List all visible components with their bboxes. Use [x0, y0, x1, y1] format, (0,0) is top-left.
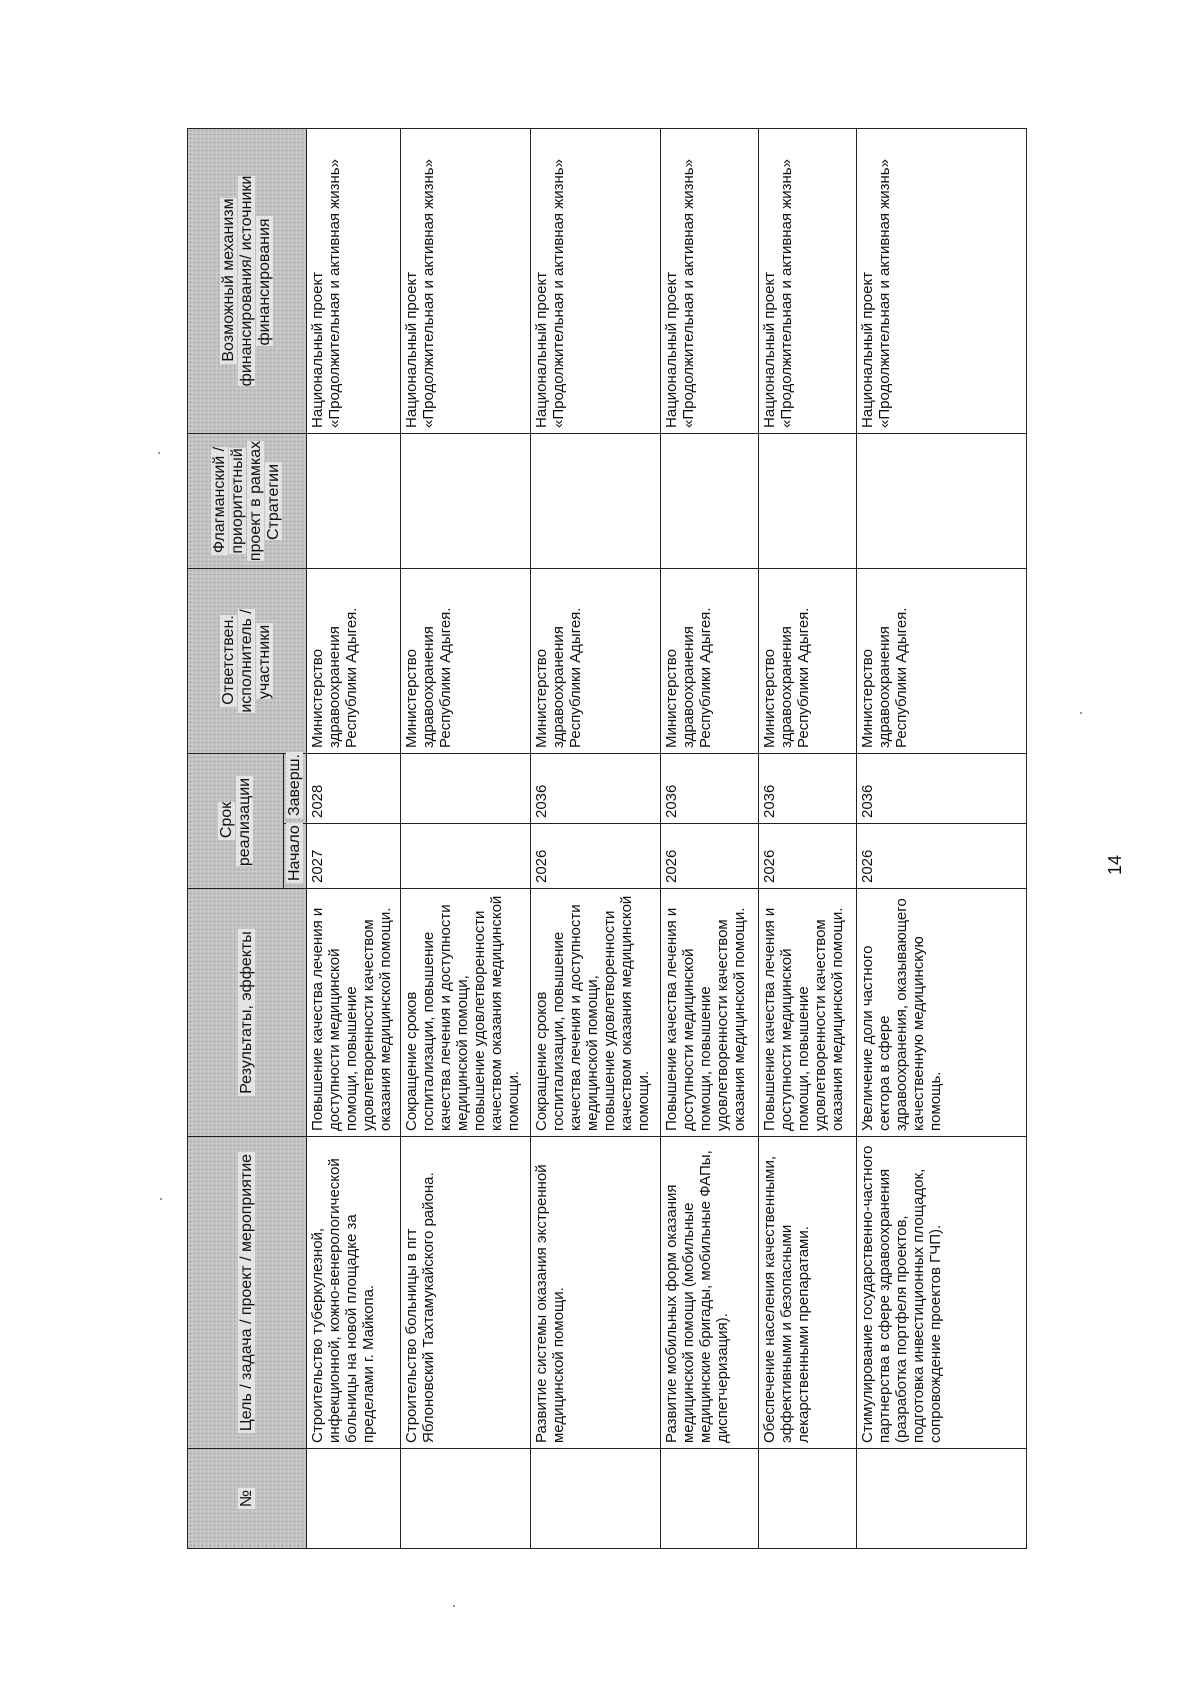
- cell-flagship: [531, 433, 661, 568]
- table-row: [857, 128, 1027, 1548]
- cell-end: 2036: [857, 753, 1027, 823]
- cell-num: [401, 1449, 531, 1549]
- cell-end: [401, 753, 531, 823]
- cell-start: 2026: [531, 824, 661, 889]
- cell-flagship: [857, 433, 1027, 568]
- cell-responsible: Министерство здравоохранения Республики Адыгея.: [307, 568, 401, 753]
- cell-goal: Строительство больницы в пгт Яблоновский Тахтамукайского района.: [401, 1137, 531, 1449]
- cell-financing: Национальный проект «Продолжительная и активная жизнь»: [661, 128, 759, 433]
- header-results: [188, 889, 307, 1137]
- cell-num: [857, 1449, 1027, 1549]
- header-end: [284, 753, 307, 823]
- cell-start: [401, 824, 531, 889]
- rotated-table-wrapper: [187, 129, 1025, 1549]
- cell-end: 2028: [307, 753, 401, 823]
- header-flagship-text: Флагманский / приоритетный проект в рамках Стратегии: [211, 440, 282, 562]
- cell-responsible: Министерство здравоохранения Республики Адыгея.: [759, 568, 857, 753]
- cell-financing: Национальный проект «Продолжительная и активная жизнь»: [531, 128, 661, 433]
- header-flagship: [188, 433, 307, 568]
- table-row: [307, 128, 401, 1548]
- header-financing: [188, 128, 307, 433]
- cell-responsible: Министерство здравоохранения Республики Адыгея.: [857, 568, 1027, 753]
- cell-num: [759, 1449, 857, 1549]
- cell-goal: Обеспечение населения качественными, эффективными и безопасными лекарственными препаратами.: [759, 1137, 857, 1449]
- cell-num: [661, 1449, 759, 1549]
- cell-goal: Строительство туберкулезной, инфекционной, кожно-венерологической больницы на новой площадке за пределами г. Майкопа.: [307, 1137, 401, 1449]
- cell-results: Повышение качества лечения и доступности медицинской помощи, повышение удовлетворенности качеством оказания медицинской помощи.: [307, 889, 401, 1137]
- header-num-text: №: [238, 1489, 255, 1508]
- scan-speck: [158, 452, 160, 454]
- header-end-text: Заверш.: [286, 754, 303, 816]
- cell-financing: Национальный проект «Продолжительная и активная жизнь»: [857, 128, 1027, 433]
- header-financing-text: Возможный механизм финансирования/ источники финансирования: [220, 175, 273, 387]
- cell-start: 2026: [661, 824, 759, 889]
- cell-start: 2026: [857, 824, 1027, 889]
- header-results-text: Результаты, эффекты: [238, 931, 255, 1094]
- header-goal: [188, 1137, 307, 1449]
- header-responsible: [188, 568, 307, 753]
- action-plan-table: [187, 128, 1027, 1549]
- cell-results: Повышение качества лечения и доступности медицинской помощи, повышение удовлетворенности качеством оказания медицинской помощи.: [661, 889, 759, 1137]
- cell-num: [307, 1449, 401, 1549]
- table-row: [401, 128, 531, 1548]
- scan-speck: [1080, 712, 1082, 714]
- scan-speck: [453, 1605, 455, 1607]
- cell-flagship: [759, 433, 857, 568]
- cell-end: 2036: [661, 753, 759, 823]
- cell-flagship: [401, 433, 531, 568]
- cell-financing: Национальный проект «Продолжительная и активная жизнь»: [401, 128, 531, 433]
- cell-financing: Национальный проект «Продолжительная и активная жизнь»: [759, 128, 857, 433]
- header-num: [188, 1449, 307, 1549]
- cell-results: Сокращение сроков госпитализации, повышение качества лечения и доступности медицинской помощи, повышение удовлетворенности качеством оказания медицинской помощи.: [401, 889, 531, 1137]
- cell-end: 2036: [531, 753, 661, 823]
- header-start: [284, 824, 307, 889]
- cell-responsible: Министерство здравоохранения Республики Адыгея.: [401, 568, 531, 753]
- header-row: [188, 128, 284, 1548]
- cell-responsible: Министерство здравоохранения Республики Адыгея.: [531, 568, 661, 753]
- cell-start: 2026: [759, 824, 857, 889]
- table-row: [531, 128, 661, 1548]
- table-row: [661, 128, 759, 1548]
- cell-flagship: [661, 433, 759, 568]
- cell-start: 2027: [307, 824, 401, 889]
- cell-goal: Развитие системы оказания экстренной медицинской помощи.: [531, 1137, 661, 1449]
- cell-results: Увеличение доли частного сектора в сфере здравоохранения, оказывающего качественную медицинскую помощь.: [857, 889, 1027, 1137]
- cell-end: 2036: [759, 753, 857, 823]
- cell-results: Сокращение сроков госпитализации, повышение качества лечения и доступности медицинской помощи, повышение удовлетворенности качеством оказания медицинской помощи.: [531, 889, 661, 1137]
- cell-flagship: [307, 433, 401, 568]
- cell-results: Повышение качества лечения и доступности медицинской помощи, повышение удовлетворенности качеством оказания медицинской помощи.: [759, 889, 857, 1137]
- header-goal-text: Цель / задача / проект / мероприятие: [238, 1153, 255, 1432]
- scan-speck: [160, 1198, 162, 1200]
- table-row: [759, 128, 857, 1548]
- header-start-text: Начало: [286, 825, 303, 881]
- cell-financing: Национальный проект «Продолжительная и активная жизнь»: [307, 128, 401, 433]
- header-responsible-text: Ответствен. исполнитель / участники: [220, 609, 273, 713]
- cell-goal: Стимулирование государственно-частного партнерства в сфере здравоохранения (разработка портфеля проектов, подготовка инвестиционных площадок, сопровождение проектов ГЧП).: [857, 1137, 1027, 1449]
- cell-num: [531, 1449, 661, 1549]
- header-term: [188, 753, 284, 888]
- cell-responsible: Министерство здравоохранения Республики Адыгея.: [661, 568, 759, 753]
- cell-goal: Развитие мобильных форм оказания медицинской помощи (мобильные медицинские бригады, мобильные ФАПы, диспетчеризация).: [661, 1137, 759, 1449]
- page-number: 14: [1105, 854, 1125, 875]
- header-term-text: Срок реализации: [217, 777, 253, 867]
